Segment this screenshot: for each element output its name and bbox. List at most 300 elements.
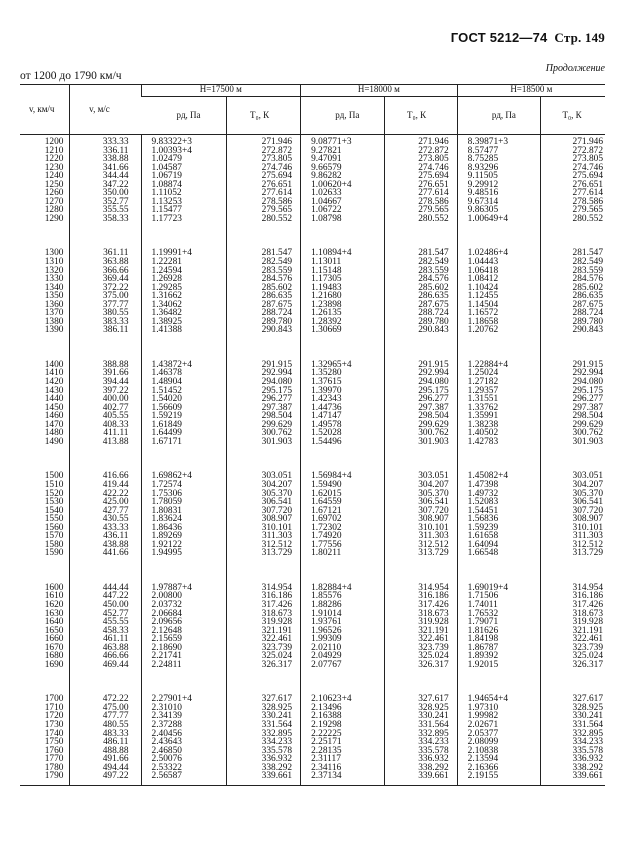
cell-temp-18000: 292.994 [418,368,449,379]
cell-pressure-18500: 1.38238 [467,419,499,430]
cell-temp-18000: 288.724 [418,308,449,319]
cell-temp-18500: 313.729 [572,548,603,559]
cell-pressure-18500: 1.94654+4 [467,694,509,705]
cell-v-ms: 405.55 [102,411,129,422]
cell-temp-18500: 317.426 [572,599,603,610]
col-v-kmh [20,360,70,471]
cell-v-ms: 447.22 [102,591,129,602]
cell-v-kmh: 1740 [44,728,64,739]
cell-pressure-18500: 8.75285 [467,154,499,165]
cell-pressure-18500: 1.27182 [467,377,499,388]
cell-v-kmh: 1340 [44,282,64,293]
cell-temp-18500: 275.694 [572,171,603,182]
cell-pressure-17500: 2.18690 [151,642,182,653]
cell-pressure-17500: 1.31662 [151,291,182,302]
cell-pressure-18500: 1.29357 [467,385,499,396]
cell-pressure-17500: 2.50076 [151,754,182,765]
cell-temp-18500: 294.080 [572,377,603,388]
cell-temp-18500: 301.903 [572,436,603,447]
cell-pressure-18000: 1.69702 [311,514,342,525]
cell-v-ms: 472.22 [102,694,129,705]
cell-temp-17500: 284.576 [261,274,293,285]
cell-pressure-18500: 8.39871+3 [467,137,509,147]
cell-temp-17500: 295.175 [261,385,293,396]
cell-v-kmh: 1480 [44,428,64,439]
cell-temp-17500: 317.426 [261,599,293,610]
cell-temp-17500: 279.565 [261,205,293,216]
cell-temp-18000: 306.541 [418,497,449,508]
cell-v-ms: 486.11 [103,737,129,748]
col-temp-17500 [226,248,300,359]
cell-pressure-18000: 1.88286 [311,599,342,610]
cell-pressure-18500: 9.11505 [467,171,498,182]
cell-pressure-18500: 1.79071 [467,617,499,628]
cell-pressure-18000: 1.23898 [311,299,342,310]
cell-temp-18500: 272.872 [572,145,603,156]
cell-temp-18500: 274.746 [572,162,603,173]
cell-temp-18500: 287.675 [572,299,603,310]
cell-pressure-17500: 2.03732 [151,599,182,610]
cell-pressure-17500: 1.15477 [151,205,182,216]
cell-pressure-18500: 1.86787 [467,642,499,653]
col-pressure-17500 [141,360,226,471]
cell-v-kmh: 1760 [44,745,64,756]
cell-pressure-18500: 9.67314 [467,196,499,207]
cell-temp-18500: 311.303 [572,531,603,542]
col-temp-18500 [541,694,605,785]
cell-v-kmh: 1270 [44,196,64,207]
cell-pressure-18500: 1.52083 [467,497,499,508]
cell-pressure-18500: 2.19155 [467,771,499,782]
cell-temp-18000: 335.578 [418,745,449,756]
atmosphere-table [20,84,605,786]
cell-temp-17500: 319.928 [261,617,293,628]
standard-code: ГОСТ 5212—74 [450,30,548,45]
cell-v-ms: 450.00 [102,599,129,610]
cell-temp-18000: 305.370 [418,488,449,499]
cell-temp-18000: 310.101 [418,522,449,533]
col-header-v-ms: v, м/с [70,85,141,135]
cell-v-ms: 363.88 [102,257,129,268]
cell-temp-18500: 271.946 [572,137,603,147]
cell-temp-17500: 301.903 [261,436,293,447]
col-v-ms [70,583,141,694]
cell-temp-18000: 274.746 [418,162,449,173]
cell-pressure-18000: 1.17305 [311,274,342,285]
cell-pressure-18500: 1.22884+4 [467,359,509,370]
cell-v-kmh: 1600 [44,582,64,593]
cell-temp-17500: 322.461 [261,634,293,645]
cell-temp-17500: 305.370 [261,488,293,499]
cell-pressure-18500: 1.76532 [467,608,499,619]
cell-pressure-17500: 2.09656 [151,617,182,628]
cell-v-ms: 336.11 [103,145,129,156]
col-pressure-17500 [141,694,226,785]
table-body [20,135,605,786]
cell-pressure-17500: 2.56587 [151,771,182,782]
cell-temp-17500: 296.277 [261,394,293,405]
col-temp-18000 [384,248,457,359]
cell-v-ms: 480.55 [102,719,129,730]
cell-pressure-18500: 1.31551 [467,394,499,405]
cell-temp-18000: 326.317 [418,659,449,670]
cell-v-ms: 333.33 [102,137,129,147]
cell-temp-18500: 280.552 [572,213,603,224]
cell-v-ms: 477.77 [102,711,129,722]
cell-v-kmh: 1310 [44,257,64,268]
cell-temp-18500: 277.614 [572,188,603,199]
cell-v-kmh: 1660 [44,634,64,645]
cell-temp-17500: 312.512 [261,539,293,550]
cell-temp-18000: 322.461 [418,634,449,645]
cell-pressure-18500: 9.48516 [467,188,499,199]
cell-pressure-18500: 1.02486+4 [467,248,509,259]
cell-temp-17500: 327.617 [261,694,293,705]
cell-temp-18000: 273.805 [418,154,449,165]
cell-pressure-18500: 1.14504 [467,299,499,310]
cell-temp-17500: 273.805 [261,154,293,165]
cell-temp-18500: 299.629 [572,419,603,430]
cell-temp-17500: 307.720 [261,505,293,516]
cell-temp-17500: 311.303 [261,531,293,542]
cell-v-ms: 391.66 [102,368,129,379]
cell-temp-17500: 281.547 [261,248,293,259]
cell-v-ms: 452.77 [102,608,129,619]
col-pressure-18000 [301,471,384,582]
cell-temp-18500: 332.895 [572,728,603,739]
cell-temp-18000: 301.903 [418,436,449,447]
cell-v-kmh: 1640 [44,617,64,628]
cell-pressure-18500: 1.06418 [467,265,499,276]
cell-pressure-18000: 2.28135 [311,745,342,756]
cell-pressure-18500: 9.29912 [467,179,499,190]
cell-temp-17500: 326.317 [261,659,293,670]
cell-temp-18000: 328.925 [418,702,449,713]
col-temp-18500 [541,471,605,582]
cell-pressure-18500: 1.66548 [467,548,499,559]
col-v-kmh [20,248,70,359]
cell-temp-17500: 275.694 [261,171,293,182]
cell-temp-17500: 338.292 [261,762,293,773]
cell-pressure-18500: 1.84198 [467,634,499,645]
cell-pressure-17500: 1.43872+4 [151,359,192,370]
cell-v-ms: 483.33 [102,728,129,739]
cell-pressure-17500: 1.94995 [151,548,182,559]
cell-pressure-18500: 2.08099 [467,737,499,748]
cell-temp-18000: 297.387 [418,402,449,413]
cell-temp-18500: 298.504 [572,411,603,422]
col-temp-17500 [226,583,300,694]
cell-v-kmh: 1320 [44,265,64,276]
cell-v-ms: 383.33 [102,316,129,327]
cell-v-kmh: 1730 [44,719,64,730]
table-row-block [20,694,605,785]
cell-temp-18500: 325.024 [572,651,603,662]
cell-temp-17500: 331.564 [261,719,293,730]
cell-pressure-17500: 1.61849 [151,419,182,430]
cell-pressure-18000: 1.28392 [311,316,342,327]
cell-temp-17500: 336.932 [261,754,293,765]
cell-v-kmh: 1350 [44,291,64,302]
cell-v-kmh: 1420 [44,377,64,388]
cell-pressure-18500: 1.18658 [467,316,499,327]
cell-temp-17500: 318.673 [261,608,293,619]
cell-temp-18500: 336.932 [572,754,603,765]
table-row-block [20,583,605,694]
cell-v-kmh: 1550 [44,514,64,525]
cell-pressure-18500: 1.35991 [467,411,499,422]
cell-temp-18000: 278.586 [418,196,449,207]
cell-pressure-17500: 2.27901+4 [151,694,192,705]
cell-v-kmh: 1790 [44,771,64,782]
cell-temp-18000: 319.928 [418,617,449,628]
cell-pressure-17500: 1.89269 [151,531,182,542]
cell-pressure-17500: 1.26928 [151,274,182,285]
col-v-ms [70,694,141,785]
cell-pressure-18500: 1.49732 [467,488,499,499]
cell-pressure-17500: 1.00393+4 [151,145,192,156]
cell-pressure-18000: 1.52028 [311,428,342,439]
col-temp-18000 [384,360,457,471]
cell-v-kmh: 1290 [44,213,64,224]
cell-temp-17500: 277.614 [261,188,293,199]
cell-v-kmh: 1380 [44,316,64,327]
cell-temp-18500: 319.928 [572,617,603,628]
cell-pressure-17500: 2.21741 [151,651,182,662]
cell-pressure-17500: 1.06719 [151,171,182,182]
cell-temp-18000: 281.547 [418,248,449,259]
cell-pressure-17500: 1.38925 [151,316,182,327]
cell-temp-17500: 303.051 [261,471,293,482]
cell-v-kmh: 1780 [44,762,64,773]
col-pressure-18500 [457,135,540,249]
cell-pressure-17500: 2.53322 [151,762,182,773]
cell-pressure-18000: 2.02110 [311,642,342,653]
cell-v-ms: 455.55 [102,617,129,628]
cell-temp-17500: 330.241 [261,711,293,722]
page-header [451,30,605,46]
cell-v-kmh: 1650 [44,625,64,636]
cell-pressure-17500: 1.11052 [151,188,182,199]
cell-temp-18500: 310.101 [572,522,603,533]
cell-pressure-18000: 1.85576 [311,591,342,602]
cell-temp-18500: 282.549 [572,257,603,268]
cell-pressure-17500: 2.46850 [151,745,182,756]
cell-pressure-18500: 1.00649+4 [467,213,509,224]
cell-pressure-18000: 1.30669 [311,325,342,336]
cell-temp-18500: 306.541 [572,497,603,508]
cell-temp-18000: 283.559 [418,265,449,276]
cell-v-kmh: 1430 [44,385,64,396]
cell-pressure-17500: 1.59219 [151,411,182,422]
cell-v-ms: 341.66 [102,162,129,173]
cell-pressure-18000: 9.66579 [311,162,342,173]
cell-v-ms: 461.11 [103,634,129,645]
cell-pressure-18000: 1.32965+4 [311,359,352,370]
cell-v-kmh: 1370 [44,308,64,319]
col-header-t2: T₀, К [384,97,457,135]
cell-v-kmh: 1580 [44,539,64,550]
col-v-kmh [20,471,70,582]
cell-pressure-18000: 1.67121 [311,505,342,516]
cell-v-kmh: 1240 [44,171,64,182]
cell-temp-18000: 317.426 [418,599,449,610]
cell-pressure-18000: 9.47091 [311,154,342,165]
cell-temp-18000: 308.907 [418,514,449,525]
cell-v-ms: 436.11 [103,531,129,542]
cell-pressure-18000: 2.19298 [311,719,342,730]
cell-pressure-18500: 1.61658 [467,531,499,542]
cell-temp-18000: 277.614 [418,188,449,199]
cell-temp-17500: 292.994 [261,368,293,379]
cell-v-kmh: 1280 [44,205,64,216]
cell-pressure-17500: 1.51452 [151,385,182,396]
cell-v-ms: 427.77 [102,505,129,516]
cell-temp-18000: 334.233 [418,737,449,748]
cell-pressure-18000: 2.07767 [311,659,342,670]
col-temp-18500 [541,135,605,249]
cell-temp-18500: 304.207 [572,479,603,490]
cell-v-kmh: 1450 [44,402,64,413]
cell-v-ms: 375.00 [102,291,129,302]
cell-pressure-17500: 1.13253 [151,196,182,207]
cell-temp-18500: 323.739 [572,642,603,653]
cell-pressure-18500: 1.16572 [467,308,499,319]
cell-pressure-17500: 2.06684 [151,608,182,619]
cell-pressure-18500: 8.57477 [467,145,499,156]
cell-pressure-17500: 1.17723 [151,213,182,224]
col-v-kmh [20,135,70,249]
cell-v-kmh: 1710 [44,702,64,713]
cell-pressure-18500: 1.69019+4 [467,582,509,593]
cell-temp-18500: 288.724 [572,308,603,319]
cell-v-ms: 494.44 [102,762,129,773]
cell-v-ms: 463.88 [102,642,129,653]
cell-pressure-18500: 1.10424 [467,282,499,293]
col-temp-18500 [541,583,605,694]
cell-temp-18000: 275.694 [418,171,449,182]
cell-temp-17500: 276.651 [261,179,293,190]
cell-pressure-17500: 1.24594 [151,265,182,276]
table-row-block [20,248,605,359]
col-pressure-18000 [301,248,384,359]
table-row-block [20,135,605,249]
cell-v-kmh: 1440 [44,394,64,405]
group-header-18000: H=18000 м [301,85,458,97]
cell-temp-18000: 294.080 [418,377,449,388]
cell-temp-18000: 291.915 [418,359,449,370]
cell-temp-18500: 300.762 [572,428,603,439]
cell-temp-18500: 303.051 [572,471,603,482]
cell-temp-17500: 288.724 [261,308,293,319]
cell-pressure-18000: 1.13011 [311,257,342,268]
cell-pressure-18000: 1.96526 [311,625,342,636]
cell-pressure-18000: 2.04929 [311,651,342,662]
cell-v-ms: 488.88 [102,745,129,756]
cell-pressure-18500: 2.10838 [467,745,499,756]
cell-temp-18000: 295.175 [418,385,449,396]
cell-temp-18000: 280.552 [418,213,449,224]
cell-temp-18000: 290.843 [418,325,449,336]
col-temp-18500 [541,360,605,471]
col-temp-17500 [226,360,300,471]
cell-temp-18500: 291.915 [572,359,603,370]
col-temp-17500 [226,471,300,582]
cell-temp-17500: 334.233 [261,737,293,748]
cell-v-kmh: 1400 [44,359,64,370]
cell-pressure-17500: 1.80831 [151,505,182,516]
cell-pressure-18000: 1.93761 [311,617,342,628]
col-v-kmh [20,694,70,785]
cell-v-kmh: 1690 [44,659,64,670]
cell-temp-18500: 283.559 [572,265,603,276]
cell-v-kmh: 1720 [44,711,64,722]
cell-v-kmh: 1560 [44,522,64,533]
cell-temp-17500: 321.191 [261,625,293,636]
cell-pressure-17500: 1.72574 [151,479,182,490]
cell-v-ms: 386.11 [103,325,129,336]
cell-v-ms: 444.44 [102,582,129,593]
cell-pressure-18500: 1.20762 [467,325,499,336]
cell-temp-18000: 304.207 [418,479,449,490]
cell-temp-18500: 305.370 [572,488,603,499]
cell-pressure-17500: 1.67171 [151,436,182,447]
cell-pressure-18000: 1.91014 [311,608,342,619]
cell-v-kmh: 1260 [44,188,64,199]
col-temp-18000 [384,135,457,249]
cell-pressure-17500: 1.04587 [151,162,182,173]
cell-temp-18000: 314.954 [418,582,449,593]
cell-temp-18000: 331.564 [418,719,449,730]
cell-temp-18000: 332.895 [418,728,449,739]
cell-pressure-18500: 1.25024 [467,368,499,379]
cell-v-kmh: 1670 [44,642,64,653]
col-pressure-18500 [457,471,540,582]
col-header-p1: pд, Па [141,97,226,135]
cell-temp-18500: 326.317 [572,659,603,670]
cell-pressure-18500: 1.33762 [467,402,499,413]
cell-temp-18500: 318.673 [572,608,603,619]
cell-pressure-18000: 2.25171 [311,737,342,748]
cell-pressure-18000: 1.77556 [311,539,342,550]
cell-pressure-18000: 1.56984+4 [311,471,352,482]
cell-v-ms: 422.22 [102,488,129,499]
cell-v-kmh: 1770 [44,754,64,765]
cell-temp-17500: 332.895 [261,728,293,739]
cell-temp-17500: 339.661 [261,771,293,782]
cell-temp-18000: 284.576 [418,274,449,285]
cell-pressure-17500: 2.24811 [151,659,182,670]
cell-temp-17500: 285.602 [261,282,293,293]
cell-temp-18000: 330.241 [418,711,449,722]
continuation-label: Продолжение [545,63,605,74]
cell-pressure-17500: 1.08874 [151,179,182,190]
cell-v-ms: 419.44 [102,479,129,490]
cell-temp-17500: 314.954 [261,582,293,593]
cell-pressure-18500: 1.97310 [467,702,499,713]
col-pressure-18000 [301,360,384,471]
cell-pressure-17500: 1.83624 [151,514,182,525]
cell-pressure-18000: 2.37134 [311,771,342,782]
cell-v-kmh: 1390 [44,325,64,336]
group-header-18500: H=18500 м [457,85,605,97]
cell-pressure-18500: 1.64094 [467,539,499,550]
col-temp-18000 [384,583,457,694]
cell-pressure-18000: 1.72302 [311,522,342,533]
cell-temp-17500: 290.843 [261,325,293,336]
cell-temp-17500: 291.915 [261,359,293,370]
cell-v-ms: 355.55 [102,205,129,216]
